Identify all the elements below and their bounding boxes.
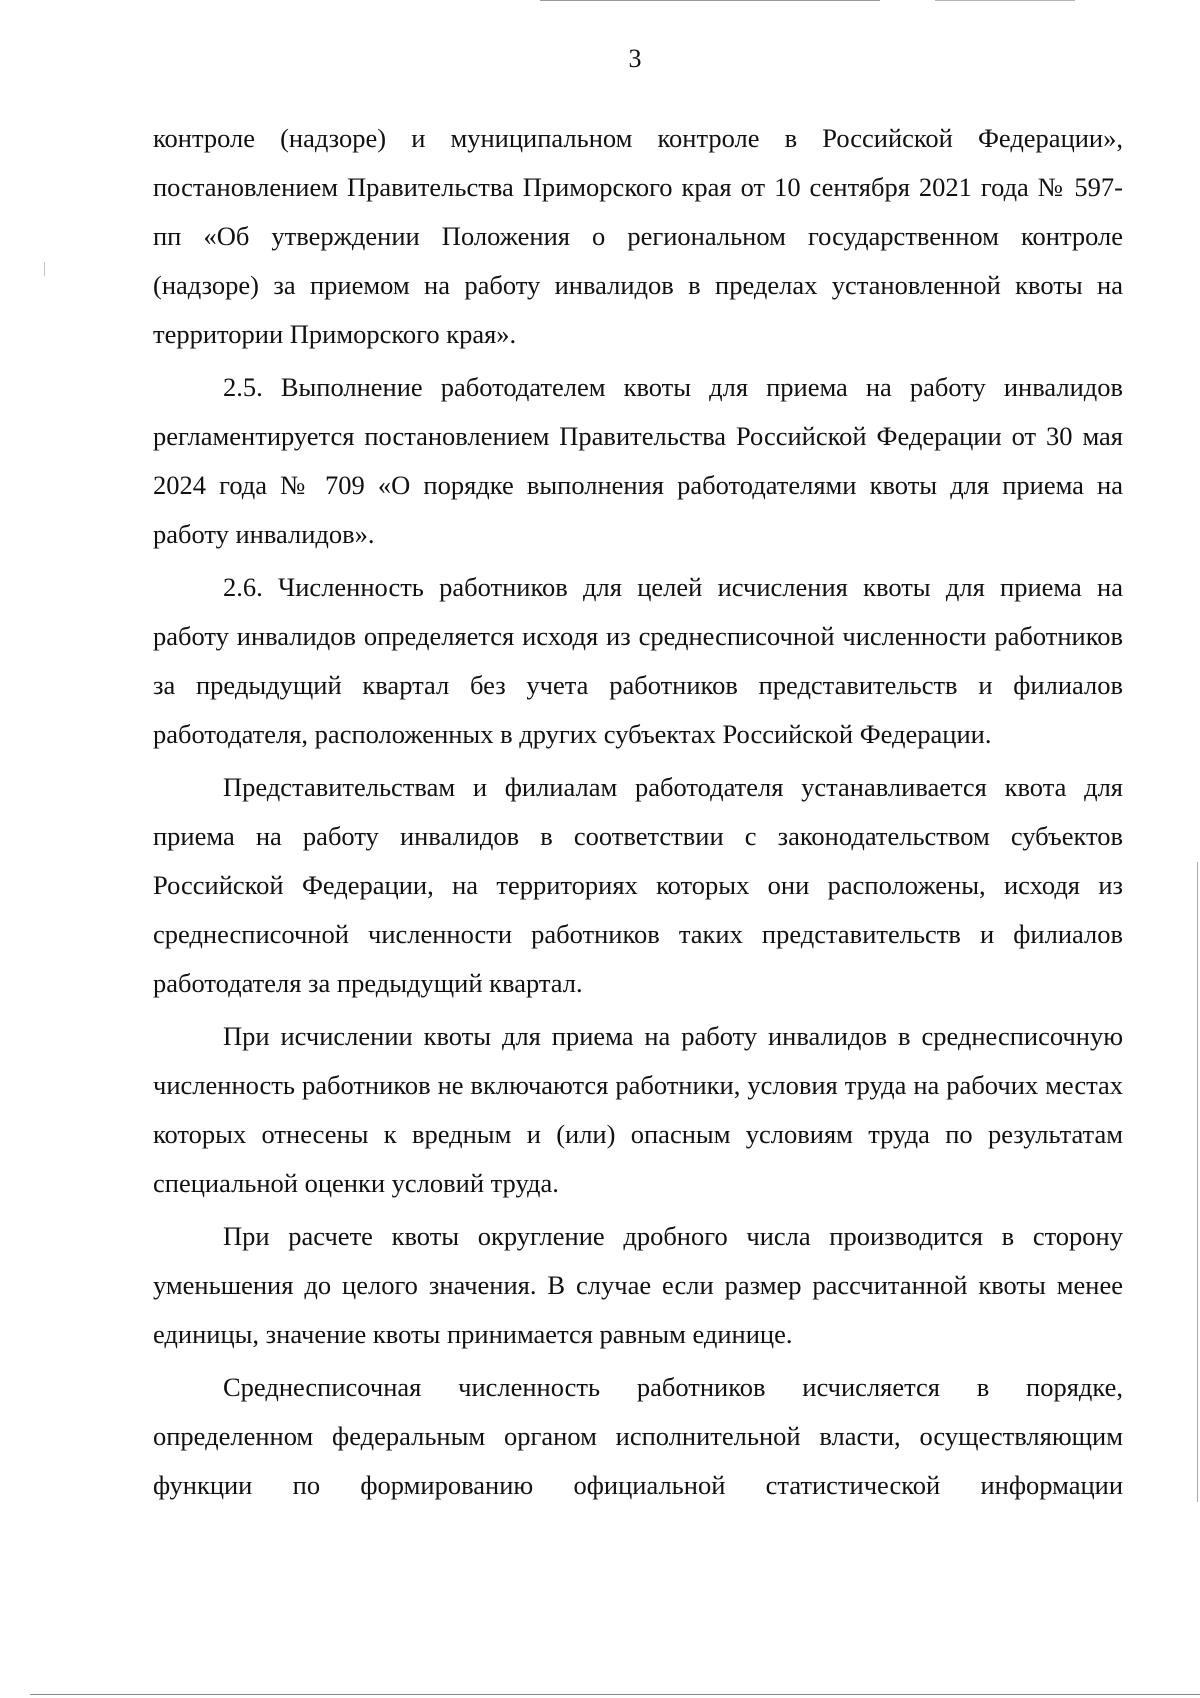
paragraph: Среднесписочная численность работников исчисляется в порядке, определенном федеральным органом исполнительной власти, осуществляющим функции по формированию официальной статистической информации — [153, 1372, 1123, 1500]
document-body — [153, 114, 1123, 1510]
paragraph: 2.5. Выполнение работодателем квоты для приема на работу инвалидов регламентируется постановлением Правительства Российской Федерации от 30 мая 2024 года № 709 «О порядке выполнения работодателями квоты для приема на работу инвалидов». — [153, 372, 1123, 549]
paragraph: контроле (надзоре) и муниципальном контроле в Российской Федерации», постановлением Правительства Приморского края от 10 сентября 2021 года № 597-пп «Об утверждении Положения о региональном государственном контроле (надзоре) за приемом на работу инвалидов в пределах установленной квоты на территории Приморского края». — [153, 123, 1123, 349]
paragraph: Представительствам и филиалам работодателя устанавливается квота для приема на работу инвалидов в соответствии с законодательством субъектов Российской Федерации, на территориях которых они расположены, исходя из среднесписочной численности работников таких представительств и филиалов работодателя за предыдущий квартал. — [153, 772, 1123, 998]
scan-edge-line — [935, 0, 1075, 1]
page-number: 3 — [628, 44, 642, 73]
scan-mark — [44, 262, 45, 276]
scan-edge-line — [30, 1694, 1200, 1695]
paragraph: 2.6. Численность работников для целей исчисления квоты для приема на работу инвалидов определяется исходя из среднесписочной численности работников за предыдущий квартал без учета работников представительств и филиалов работодателя, расположенных в других субъектах Российской Федерации. — [153, 572, 1123, 749]
scan-edge-line — [1197, 862, 1198, 1502]
paragraph: При расчете квоты округление дробного числа производится в сторону уменьшения до целого значения. В случае если размер рассчитанной квоты менее единицы, значение квоты принимается равным единице. — [153, 1221, 1123, 1349]
scan-edge-line — [540, 0, 880, 1]
paragraph: При исчислении квоты для приема на работу инвалидов в среднесписочную численность работников не включаются работники, условия труда на рабочих местах которых отнесены к вредным и (или) опасным условиям труда по результатам специальной оценки условий труда. — [153, 1021, 1123, 1198]
